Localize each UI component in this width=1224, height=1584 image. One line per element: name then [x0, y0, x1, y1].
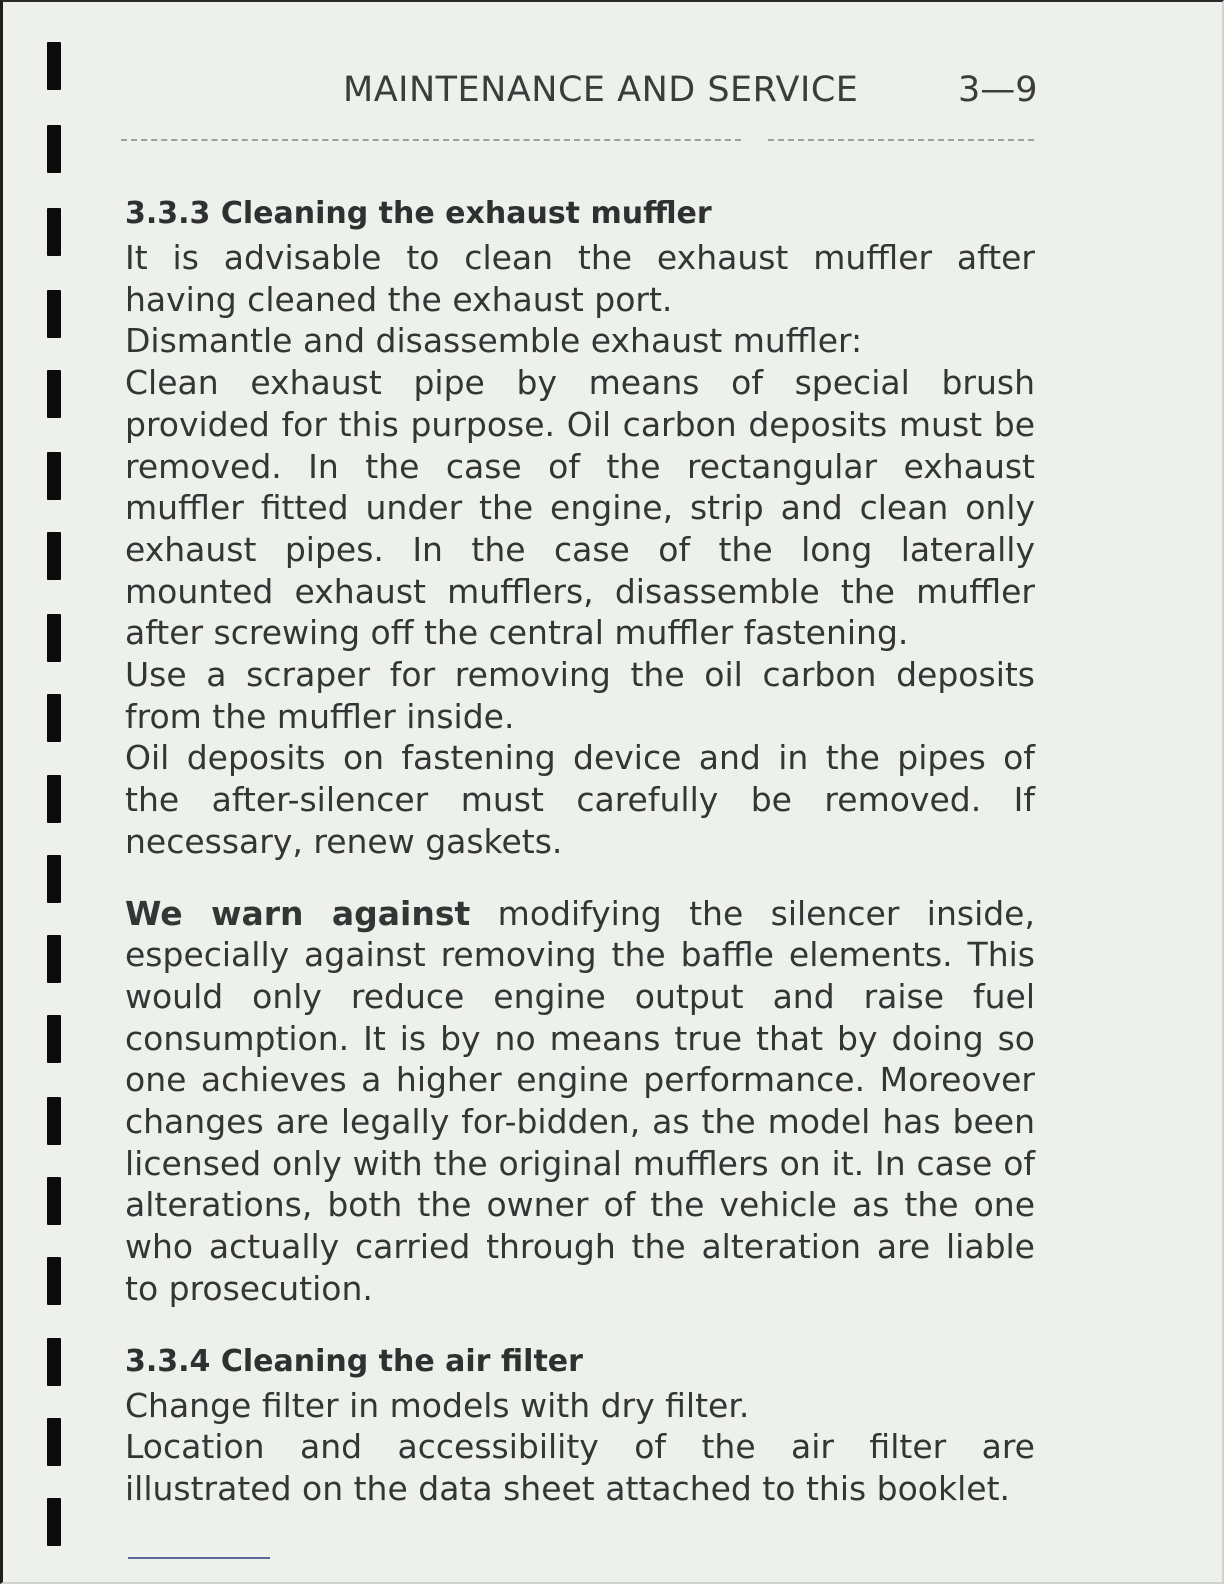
binding-hole	[47, 452, 61, 500]
binding-hole	[47, 125, 61, 173]
binding-hole	[47, 614, 61, 662]
binding-hole	[47, 208, 61, 256]
page-body	[125, 194, 1035, 1510]
paragraph: Change filter in models with dry filter.	[125, 1385, 750, 1425]
footnote-rule	[128, 1557, 270, 1559]
binding-hole	[47, 775, 61, 823]
binding-hole	[47, 290, 61, 338]
binding-hole	[47, 1015, 61, 1063]
paragraph: It is advisable to clean the exhaust muffler after having cleaned the exhaust port.	[125, 238, 1035, 319]
binding-hole	[47, 370, 61, 418]
warning-paragraph	[125, 893, 1035, 1310]
binding-hole	[47, 1177, 61, 1225]
paragraph: Location and accessibility of the air filter are illustrated on the data sheet attached to this booklet.	[125, 1427, 1035, 1508]
section-heading-exhaust-muffler: 3.3.3 Cleaning the exhaust muffler	[125, 196, 712, 231]
binding-hole	[47, 1257, 61, 1305]
header-rule	[121, 139, 741, 141]
paragraph: Oil deposits on fastening device and in the pipes of the after-silencer must carefully be removed. If necessary, renew gaskets.	[125, 738, 1035, 861]
paragraph: Use a scraper for removing the oil carbon deposits from the muffler inside.	[125, 655, 1035, 736]
binding-hole	[47, 1498, 61, 1546]
binding-hole	[47, 1338, 61, 1386]
binding-hole	[47, 1097, 61, 1145]
section-heading-air-filter: 3.3.4 Cleaning the air filter	[125, 1343, 583, 1379]
paragraph: Dismantle and disassemble exhaust muffler:	[125, 321, 863, 361]
warning-emphasis: We warn against	[125, 893, 471, 933]
running-header	[3, 70, 1224, 120]
binding-hole	[47, 935, 61, 983]
binding-hole	[47, 694, 61, 742]
paragraph: Clean exhaust pipe by means of special brush provided for this purpose. Oil carbon deposits must be removed. In the case of the rectangular exhaust muffler fitted under the engine, strip and clean only exhaust pipes. In the case of the long laterally mounted exhaust mufflers, disassemble the muffler after screwing off the central muffler fastening.	[125, 363, 1035, 653]
header-rule	[768, 139, 1034, 141]
binding-hole	[47, 855, 61, 903]
header-title: MAINTENANCE AND SERVICE	[343, 70, 859, 110]
page-number: 3—9	[958, 70, 1038, 110]
binding-hole	[47, 532, 61, 580]
binding-hole	[47, 1418, 61, 1466]
warning-text: modifying the silencer inside, especially against removing the baffle elements. This would only reduce engine output and raise fuel consumption. It is by no means true that by doing so one achieves a higher engine performance. Moreover changes are legally for-bidden, as the model has been licensed only with the original mufflers on it. In case of alterations, both the owner of the vehicle as the one who actually carried through the alteration are liable to prosecution.	[125, 893, 1035, 1308]
